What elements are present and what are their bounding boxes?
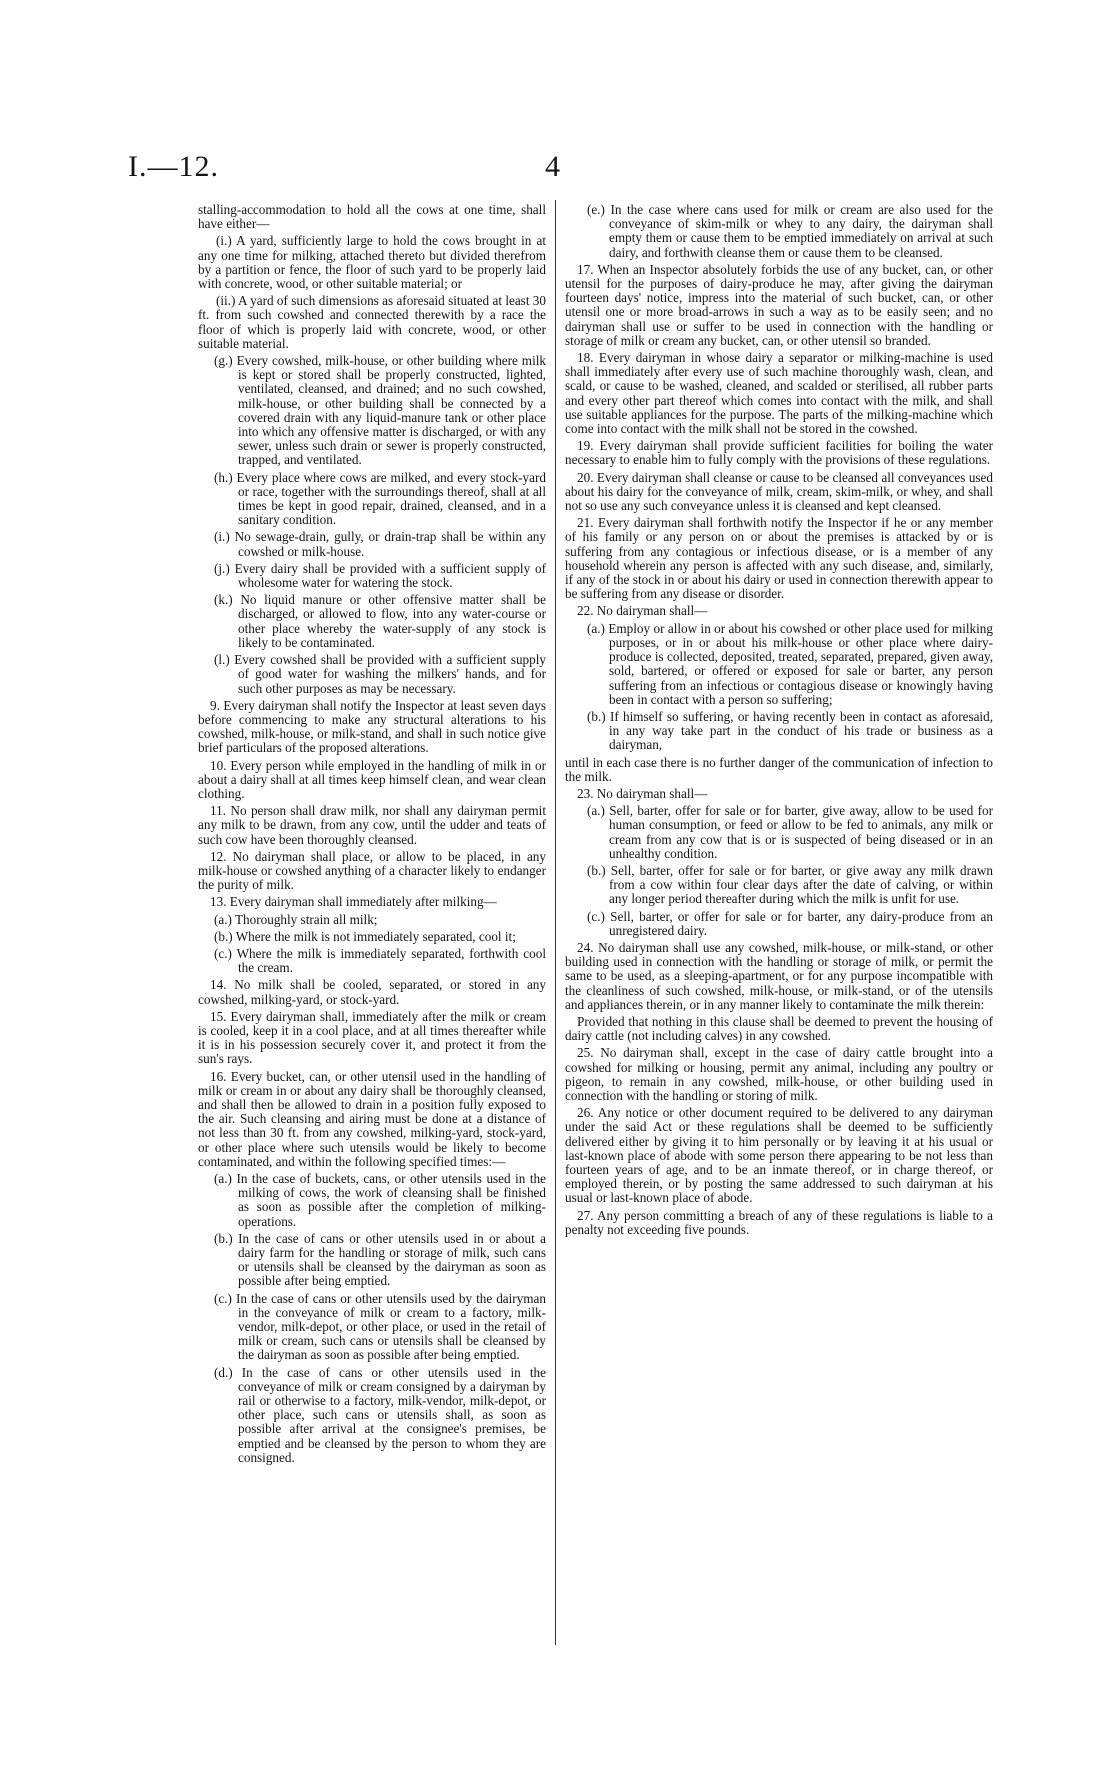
right-column [565,203,993,1240]
sub-clause: (i.) No sewage-drain, gully, or drain-trap shall be within any cowshed or milk-house. [214,529,546,559]
sub-clause: (c.) In the case of cans or other utensils used by the dairyman in the conveyance of milk or cream to a factory, milk-vendor, milk-depot, or other place, or used in the retail of milk or cream, such cans or utensils shall be cleansed by the dairyman as soon as possible after being emptied. [214,1290,546,1363]
clause-paragraph: 23. No dairyman shall— [577,785,708,801]
sub-clause: (b.) Where the milk is not immediately separated, cool it; [214,928,516,944]
sub-clause: (l.) Every cowshed shall be provided with a sufficient supply of good water for washing the milkers' hands, and for such other purposes as may be necessary. [214,652,546,696]
document-reference: I.—12. [128,150,219,183]
clause-paragraph: 20. Every dairyman shall cleanse or cause to be cleansed all conveyances used about his dairy for the conveyance of milk, cream, skim-milk, or whey, and shall not so use any such conveyance unless it is cleansed and kept cleansed. [565,469,993,514]
sub-clause: (ii.) A yard of such dimensions as aforesaid situated at least 30 ft. from such cowshed and connected therewith by a race the floor of which is properly laid with concrete, wood, or other suitable material. [198,293,546,351]
left-column [198,203,546,1468]
sub-clause: (a.) Thoroughly strain all milk; [214,911,378,927]
clause-paragraph: 25. No dairyman shall, except in the case of dairy cattle brought into a cowshed for milking or housing, permit any animal, including any poultry or pigeon, to remain in any cowshed, milk-house, or other building used in connection with the handling or storing of milk. [565,1045,993,1103]
sub-clause: (j.) Every dairy shall be provided with a sufficient supply of wholesome water for watering the stock. [214,560,546,591]
sub-clause: (a.) In the case of buckets, cans, or other utensils used in the milking of cows, the work of cleansing shall be finished as soon as possible after the completion of milking-operations. [214,1171,546,1229]
sub-clause: (b.) Sell, barter, offer for sale or for barter, or give away any milk drawn from a cow within four clear days after the date of calving, or within any longer period thereafter during which the milk is unfit for use. [587,862,993,907]
column-divider [555,200,556,1645]
page-number: 4 [545,150,560,183]
clause-paragraph: 26. Any notice or other document required to be delivered to any dairyman under the said Act or these regulations shall be deemed to be sufficiently delivered either by giving it to him personally or by leaving it at his usual or last-known place of abode with some person there appearing to be not less than fourteen years of age, and to be an inmate thereof, or in charge thereof, or employed therein, or by posting the same addressed to such dairyman at his usual or last-known place of abode. [565,1105,993,1206]
clause-paragraph: 21. Every dairyman shall forthwith notify the Inspector if he or any member of his family or any person on or about the premises is attacked by or is suffering from any contagious or infectious disease, or is a member of any household wherein any person is affected with any such disease, and, similarly, if any of the stock in or about his dairy or used in connection therewith appear to be suffering from any disease or disorder. [565,515,993,602]
clause-paragraph: 14. No milk shall be cooled, separated, or stored in any cowshed, milking-yard, or stock-yard. [198,977,546,1007]
sub-clause: (i.) A yard, sufficiently large to hold the cows brought in at any one time for milking, attached thereto but divided therefrom by a partition or fence, the floor of such yard to be properly laid with concrete, wood, or other suitable material; or [198,233,546,292]
sub-clause: (c.) Where the milk is immediately separated, forthwith cool the cream. [214,945,546,976]
clause-paragraph: 11. No person shall draw milk, nor shall any dairyman permit any milk to be drawn, from any cow, until the udder and teats of such cow have been thoroughly cleansed. [198,803,546,847]
clause-paragraph: stalling-accommodation to hold all the cows at one time, shall have either— [198,202,546,232]
sub-clause: (a.) Sell, barter, offer for sale or for barter, give away, allow to be used for human consumption, or feed or allow to be fed to animals, any milk or cream from any cow that is or is suspected of being diseased or in an unhealthy condition. [587,803,993,861]
clause-paragraph: 18. Every dairyman in whose dairy a separator or milking-machine is used shall immediately after every use of such machine thoroughly wash, clean, and scald, or cause to be washed, cleaned, and scalded or sterilised, all rubber parts and every other part thereof which comes into contact with the milk, and shall use suitable appliances for the purpose. The parts of the milking-machine which come into contact with the milk shall not be stored in the cowshed. [565,350,993,437]
clause-paragraph: 19. Every dairyman shall provide sufficient facilities for boiling the water necessary to enable him to fully comply with the provisions of these regulations. [565,438,993,468]
sub-clause: (e.) In the case where cans used for milk or cream are also used for the conveyance of skim-milk or whey to any dairy, the dairyman shall empty them or cause them to be emptied immediately on arrival at such dairy, and forthwith cleanse them or cause them to be cleansed. [587,202,993,260]
sub-clause: (g.) Every cowshed, milk-house, or other building where milk is kept or stored shall be properly constructed, lighted, ventilated, cleansed, and drained; and no such cowshed, milk-house, or other building shall be connected by a covered drain with any liquid-manure tank or other place into which any offensive matter is discharged, or with any sewer, unless such drain or sewer is properly constructed, trapped, and ventilated. [214,353,546,468]
sub-clause: (d.) In the case of cans or other utensils used in the conveyance of milk or cream consigned by a dairyman by rail or otherwise to a factory, milk-vendor, milk-depot, or other place, such cans or utensils shall, as soon as possible after arrival at the consignee's premises, be emptied and be cleansed by the person to whom they are consigned. [214,1364,546,1465]
sub-clause: (c.) Sell, barter, or offer for sale or for barter, any dairy-produce from an unregistered dairy. [587,908,993,938]
clause-paragraph: 10. Every person while employed in the handling of milk in or about a dairy shall at all times keep himself clean, and wear clean clothing. [198,757,546,801]
clause-paragraph: 27. Any person committing a breach of any of these regulations is liable to a penalty not exceeding five pounds. [565,1207,993,1237]
clause-paragraph: 17. When an Inspector absolutely forbids the use of any bucket, can, or other utensil for the purposes of dairy-produce he may, after giving the dairyman fourteen days' notice, impress into the material of such bucket, can, or other utensil one or more broad-arrows in such a way as to be easily seen; and no dairyman shall use or suffer to be used in connection with the handling or storage of milk or cream any bucket, can, or other utensil so branded. [565,261,993,348]
sub-clause: (k.) No liquid manure or other offensive matter shall be discharged, or allowed to flow, into any water-course or other place whereby the water-supply of any stock is likely to be contaminated. [214,592,546,650]
clause-paragraph: 9. Every dairyman shall notify the Inspector at least seven days before commencing to make any structural alterations to his cowshed, milk-house, or milk-stand, and shall in such notice give brief particulars of the proposed alterations. [198,697,546,756]
clause-paragraph: Provided that nothing in this clause shall be deemed to prevent the housing of dairy cattle (not including calves) in any cowshed. [565,1013,993,1044]
clause-paragraph: 15. Every dairyman shall, immediately after the milk or cream is cooled, keep it in a cool place, and at all times thereafter while it is in his possession securely cover it, and protect it from the sun's rays. [198,1008,546,1067]
clause-paragraph: 22. No dairyman shall— [577,603,708,619]
sub-clause: (h.) Every place where cows are milked, and every stock-yard or race, together with the surroundings thereof, shall at all times be kept in good repair, drained, cleansed, and in a sanitary condition. [214,469,546,528]
clause-paragraph: 16. Every bucket, can, or other utensil used in the handling of milk or cream in or about any dairy shall be thoroughly cleansed, and shall then be allowed to drain in a position fully exposed to the air. Such cleansing and airing must be done at a distance of not less than 30 ft. from any cowshed, milking-yard, stock-yard, or other place where such utensils would be likely to become contaminated, and within the following specified times:— [198,1068,546,1169]
sub-clause: (b.) If himself so suffering, or having recently been in contact as aforesaid, in any way take part in the conduct of his trade or business as a dairyman, [587,708,993,753]
clause-paragraph: until in each case there is no further danger of the communication of infection to the milk. [565,754,993,784]
sub-clause: (b.) In the case of cans or other utensils used in or about a dairy farm for the handling or storage of milk, such cans or utensils shall be cleansed by the dairyman as soon as possible after being emptied. [214,1230,546,1289]
sub-clause: (a.) Employ or allow in or about his cowshed or other place used for milking purposes, or in or about his milk-house or other place where dairy-produce is collected, deposited, treated, separated, prepared, given away, sold, bartered, or offered or exposed for sale or barter, any person suffering from an infectious or contagious disease or knowingly having been in contact with a person so suffering; [587,620,993,707]
clause-paragraph: 24. No dairyman shall use any cowshed, milk-house, or milk-stand, or other building used in connection with the handling or storage of milk, or permit the same to be used, as a sleeping-apartment, or for any purpose incompatible with the cleanliness of such cowshed, milk-house, or milk-stand, or of the utensils and appliances therein, or in any manner likely to contaminate the milk therein: [565,939,993,1012]
clause-paragraph: 12. No dairyman shall place, or allow to be placed, in any milk-house or cowshed anything of a character likely to endanger the purity of milk. [198,848,546,893]
clause-paragraph: 13. Every dairyman shall immediately after milking— [210,894,497,910]
